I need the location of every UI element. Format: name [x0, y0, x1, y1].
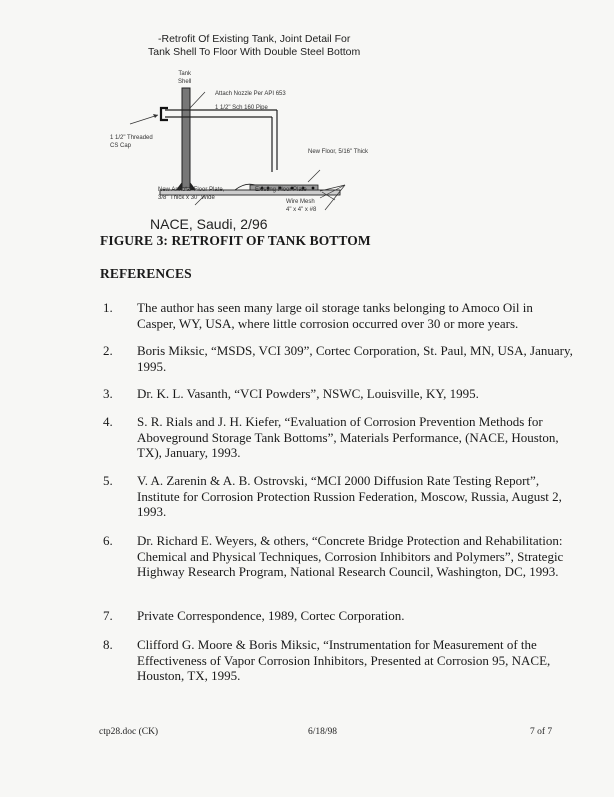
label-new-floor: New Floor, 5/16" Thick [308, 149, 369, 155]
label-wire-mesh: Wire Mesh 4" x 4" x #8 [286, 199, 317, 213]
reference-item: 2. Boris Miksic, “MSDS, VCI 309”, Cortec Corporation, St. Paul, MN, USA, January, 1995. [103, 343, 573, 374]
footer-filename: ctp28.doc (CK) [99, 727, 159, 737]
reference-item: 7. Private Correspondence, 1989, Cortec Corporation. [103, 608, 405, 623]
label-pipe: 1 1/2" Sch 160 Pipe [215, 105, 268, 111]
label-tank-shell: Tank Shell [178, 71, 192, 85]
reference-item: 1. The author has seen many large oil storage tanks belonging to Amoco Oil in Casper, WY, USA, where little corrosion occurred over 30 or more years. [103, 300, 533, 331]
reference-item: 4. S. R. Rials and J. H. Kiefer, “Evaluation of Corrosion Prevention Methods for Aboveground Storage Tank Bottoms”, Materials Performance, (NACE, Houston, TX), January, 1993. [103, 414, 559, 461]
footer-page-number: 7 of 7 [530, 727, 553, 737]
label-existing-floor: Existing Floor Plate [255, 187, 307, 193]
label-cap: 1 1/2" Threaded CS Cap [110, 135, 153, 149]
references-heading: REFERENCES [100, 266, 192, 281]
figure-title-line2: Tank Shell To Floor With Double Steel Bottom [148, 46, 361, 58]
reference-item: 5. V. A. Zarenin & A. B. Ostrovski, “MCI 2000 Diffusion Rate Testing Report”, Institute for Corrosion Protection Russion Federation, Moscow, Russia, August 2, 1993. [103, 473, 562, 520]
label-annular-plate: New Annular Floor Plate, 3/8" Thick x 30" Wide [158, 187, 225, 201]
reference-item: 3. Dr. K. L. Vasanth, “VCI Powders”, NSWC, Louisville, KY, 1995. [103, 386, 479, 401]
figure-caption: FIGURE 3: RETROFIT OF TANK BOTTOM [100, 233, 371, 248]
label-nozzle: Attach Nozzle Per API 653 [215, 91, 286, 97]
reference-item: 6. Dr. Richard E. Weyers, & others, “Concrete Bridge Protection and Rehabilitation: Chemical and Physical Techniques, Corrosion Inhibitors and Polymers”, Strategic Highway Research Program, National Research Council, Washington, DC, 1993. [103, 533, 564, 580]
figure-source: NACE, Saudi, 2/96 [150, 216, 268, 232]
figure-title-line1: -Retrofit Of Existing Tank, Joint Detail For [158, 33, 351, 45]
reference-item: 8. Clifford G. Moore & Boris Miksic, “Instrumentation for Measurement of the Effectiveness of Vapor Corrosion Inhibitors, Presented at Corrosion 95, NACE, Houston, TX, 1995. [103, 637, 551, 684]
footer-date: 6/18/98 [308, 727, 338, 737]
